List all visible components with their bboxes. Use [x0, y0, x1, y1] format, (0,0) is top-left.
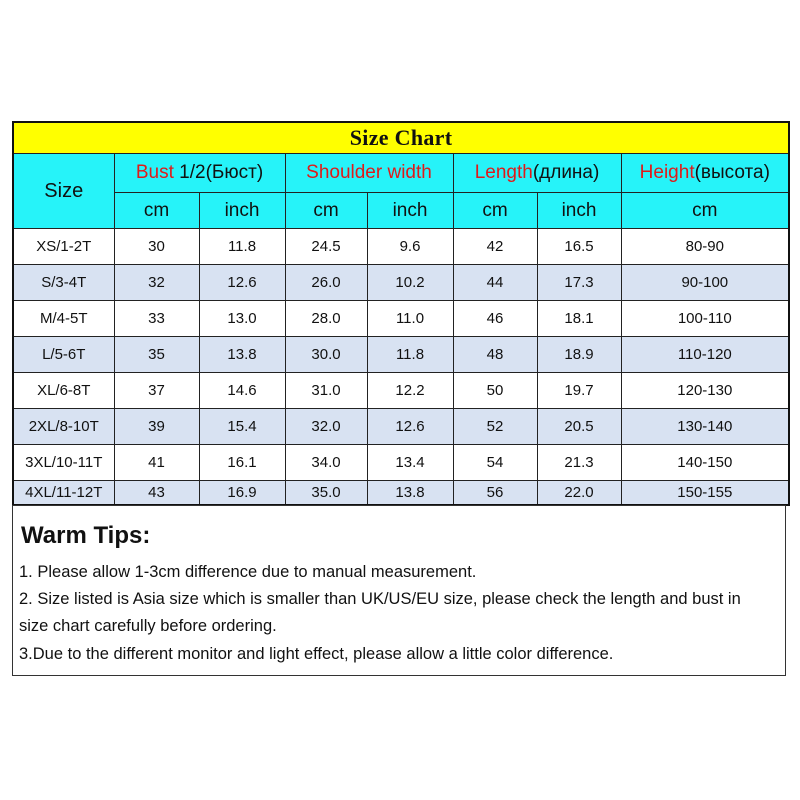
- warm-tips-title: Warm Tips:: [21, 522, 151, 549]
- table-cell: 19.7: [537, 373, 621, 409]
- table-cell: 46: [453, 301, 537, 337]
- length-header: [453, 154, 621, 193]
- bust-header: [114, 154, 285, 193]
- size-label-cell: XS/1-2T: [13, 229, 114, 265]
- tip-line-1: 1. Please allow 1-3cm difference due to manual measurement.: [19, 563, 477, 581]
- table-cell: 48: [453, 337, 537, 373]
- table-cell: 37: [114, 373, 199, 409]
- length-header-label: Length: [474, 162, 533, 183]
- warm-tips-box: [12, 505, 786, 676]
- height-header-suffix: (высота): [694, 162, 770, 183]
- table-cell: 32.0: [285, 409, 367, 445]
- table-cell: 34.0: [285, 445, 367, 481]
- length-header-suffix: (длина): [532, 162, 600, 183]
- table-cell: 140-150: [621, 445, 789, 481]
- table-cell: 16.9: [199, 481, 285, 506]
- table-cell: 90-100: [621, 265, 789, 301]
- table-cell: 16.5: [537, 229, 621, 265]
- size-label-cell: M/4-5T: [13, 301, 114, 337]
- table-cell: 50: [453, 373, 537, 409]
- table-cell: 52: [453, 409, 537, 445]
- table-row: [13, 409, 789, 445]
- table-cell: 18.1: [537, 301, 621, 337]
- table-cell: 130-140: [621, 409, 789, 445]
- table-cell: 14.6: [199, 373, 285, 409]
- table-cell: 11.0: [367, 301, 453, 337]
- bust-header-label: Bust: [135, 162, 174, 183]
- size-label-cell: 2XL/8-10T: [13, 409, 114, 445]
- bust-cm-unit: cm: [114, 193, 199, 229]
- table-cell: 11.8: [199, 229, 285, 265]
- table-cell: 80-90: [621, 229, 789, 265]
- table-cell: 20.5: [537, 409, 621, 445]
- bust-header-suffix: 1/2(Бюст): [173, 162, 264, 183]
- height-cm-unit: cm: [621, 193, 789, 229]
- table-cell: 31.0: [285, 373, 367, 409]
- table-cell: 43: [114, 481, 199, 506]
- table-row: [13, 229, 789, 265]
- chart-title: Size Chart: [13, 122, 789, 154]
- length-cm-unit: cm: [453, 193, 537, 229]
- table-row: [13, 301, 789, 337]
- table-cell: 35.0: [285, 481, 367, 506]
- tip-line-3: 3.Due to the different monitor and light effect, please allow a little color difference.: [19, 645, 614, 663]
- table-cell: 21.3: [537, 445, 621, 481]
- table-row: [13, 445, 789, 481]
- table-cell: 30.0: [285, 337, 367, 373]
- table-cell: 13.8: [199, 337, 285, 373]
- shoulder-header-label: Shoulder width: [306, 162, 432, 183]
- table-cell: 35: [114, 337, 199, 373]
- height-header: [621, 154, 789, 193]
- size-label-cell: XL/6-8T: [13, 373, 114, 409]
- table-cell: 42: [453, 229, 537, 265]
- tip-line-2-continued: size chart carefully before ordering.: [19, 617, 277, 635]
- table-cell: 18.9: [537, 337, 621, 373]
- table-cell: 24.5: [285, 229, 367, 265]
- table-cell: 56: [453, 481, 537, 506]
- table-row: [13, 337, 789, 373]
- tip-line-2: 2. Size listed is Asia size which is smaller than UK/US/EU size, please check the length and bust in: [19, 590, 741, 608]
- size-rows: [13, 229, 789, 506]
- table-row: [13, 373, 789, 409]
- size-label-cell: 4XL/11-12T: [13, 481, 114, 506]
- table-cell: 13.0: [199, 301, 285, 337]
- bust-inch-unit: inch: [199, 193, 285, 229]
- table-cell: 30: [114, 229, 199, 265]
- size-column-header: Size: [13, 154, 114, 229]
- size-label-cell: S/3-4T: [13, 265, 114, 301]
- table-cell: 44: [453, 265, 537, 301]
- table-cell: 150-155: [621, 481, 789, 506]
- table-cell: 32: [114, 265, 199, 301]
- table-cell: 28.0: [285, 301, 367, 337]
- size-chart-table: [12, 121, 790, 506]
- table-cell: 110-120: [621, 337, 789, 373]
- table-cell: 11.8: [367, 337, 453, 373]
- table-cell: 54: [453, 445, 537, 481]
- table-cell: 33: [114, 301, 199, 337]
- table-cell: 120-130: [621, 373, 789, 409]
- table-cell: 16.1: [199, 445, 285, 481]
- table-cell: 9.6: [367, 229, 453, 265]
- table-cell: 10.2: [367, 265, 453, 301]
- table-cell: 39: [114, 409, 199, 445]
- table-cell: 13.8: [367, 481, 453, 506]
- table-cell: 22.0: [537, 481, 621, 506]
- table-row: [13, 481, 789, 506]
- table-cell: 13.4: [367, 445, 453, 481]
- height-header-label: Height: [639, 162, 695, 183]
- shoulder-header: [285, 154, 453, 193]
- size-label-cell: L/5-6T: [13, 337, 114, 373]
- table-cell: 12.6: [367, 409, 453, 445]
- shoulder-cm-unit: cm: [285, 193, 367, 229]
- length-inch-unit: inch: [537, 193, 621, 229]
- table-row: [13, 265, 789, 301]
- shoulder-inch-unit: inch: [367, 193, 453, 229]
- table-cell: 12.2: [367, 373, 453, 409]
- table-cell: 12.6: [199, 265, 285, 301]
- table-cell: 26.0: [285, 265, 367, 301]
- size-label-cell: 3XL/10-11T: [13, 445, 114, 481]
- table-cell: 41: [114, 445, 199, 481]
- table-cell: 15.4: [199, 409, 285, 445]
- table-cell: 17.3: [537, 265, 621, 301]
- table-cell: 100-110: [621, 301, 789, 337]
